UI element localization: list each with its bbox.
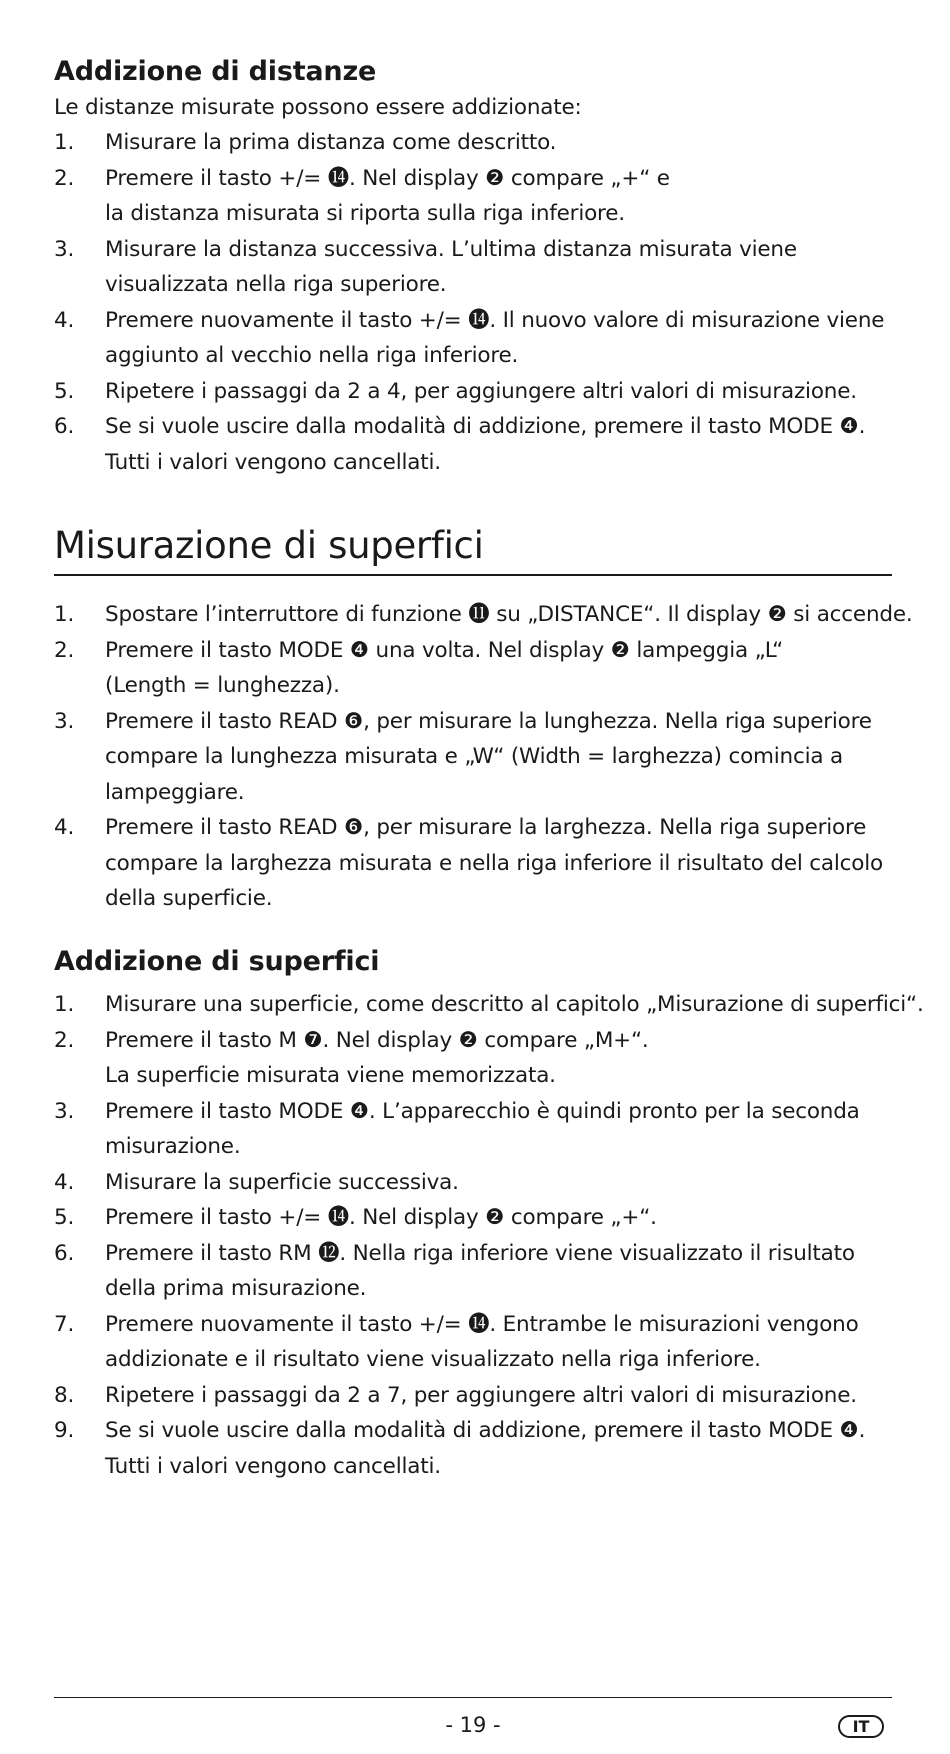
step-text-line: compare la lunghezza misurata e „W“ (Width = larghezza) comincia a xyxy=(105,744,843,769)
section-title-surface-measurement: Misurazione di superfici xyxy=(54,524,484,567)
step-text-line: Premere il tasto MODE ❹ una volta. Nel display ❷ lampeggia „L“ xyxy=(105,637,784,663)
surface-measurement-steps xyxy=(54,597,913,917)
step-text-line: Premere il tasto M ❼. Nel display ❷ compare „M+“. xyxy=(105,1027,649,1053)
step-text-line: Tutti i valori vengono cancellati. xyxy=(105,1453,441,1479)
step-text-line: Se si vuole uscire dalla modalità di addizione, premere il tasto MODE ❹. xyxy=(105,414,866,439)
step-text-line: Misurare una superficie, come descritto al capitolo „Misurazione di superfici“. xyxy=(105,992,924,1017)
step-text-line: Premere il tasto +/= ⓮. Nel display ❷ compare „+“. xyxy=(105,1205,657,1230)
step-text-line: Premere il tasto READ ❻, per misurare la lunghezza. Nella riga superiore xyxy=(105,708,872,734)
step-number: 4. xyxy=(54,307,75,333)
step-number: 1. xyxy=(54,602,75,627)
step-text-line: della superficie. xyxy=(105,886,273,911)
step-text-line: Misurare la superficie successiva. xyxy=(105,1169,459,1195)
section-divider xyxy=(54,574,892,576)
step-text-line: addizionate e il risultato viene visualizzato nella riga inferiore. xyxy=(105,1347,761,1372)
list-item xyxy=(54,1023,892,1094)
language-badge: IT xyxy=(838,1715,884,1738)
step-text-line: Premere nuovamente il tasto +/= ⓮. Entrambe le misurazioni vengono xyxy=(105,1311,859,1337)
section-title-distance-addition: Addizione di distanze xyxy=(54,56,377,87)
list-item xyxy=(54,125,892,161)
step-text-line: della prima misurazione. xyxy=(105,1276,367,1301)
footer-divider xyxy=(54,1697,892,1698)
step-number: 2. xyxy=(54,1027,75,1053)
step-text-line: Se si vuole uscire dalla modalità di addizione, premere il tasto MODE ❹. xyxy=(105,1418,866,1443)
step-number: 3. xyxy=(54,708,75,734)
step-number: 3. xyxy=(54,236,75,262)
step-text-line: Misurare la prima distanza come descritto. xyxy=(105,130,557,155)
step-text-line: Premere il tasto MODE ❹. L’apparecchio è quindi pronto per la seconda xyxy=(105,1098,860,1124)
list-item xyxy=(54,1413,892,1484)
list-item xyxy=(54,303,892,374)
page-number: - 19 - xyxy=(445,1713,501,1737)
step-text-line: Misurare la distanza successiva. L’ultima distanza misurata viene xyxy=(105,236,797,262)
step-number: 5. xyxy=(54,1205,75,1230)
step-text-line: Spostare l’interruttore di funzione ⓫ su „DISTANCE“. Il display ❷ si accende. xyxy=(105,602,913,627)
list-item xyxy=(54,987,924,1023)
list-item xyxy=(54,810,892,917)
step-number: 4. xyxy=(54,1169,75,1195)
step-text-line: Ripetere i passaggi da 2 a 4, per aggiungere altri valori di misurazione. xyxy=(105,378,857,404)
distance-addition-steps xyxy=(54,125,892,480)
step-number: 1. xyxy=(54,130,75,155)
step-text-line: compare la larghezza misurata e nella riga inferiore il risultato del calcolo xyxy=(105,850,883,876)
list-item xyxy=(54,232,892,303)
list-item xyxy=(54,1165,892,1201)
list-item xyxy=(54,1378,892,1414)
step-number: 1. xyxy=(54,992,75,1017)
step-text-line: Tutti i valori vengono cancellati. xyxy=(105,449,441,475)
step-text-line: La superficie misurata viene memorizzata. xyxy=(105,1063,556,1088)
list-item xyxy=(54,374,892,410)
step-text-line: visualizzata nella riga superiore. xyxy=(105,272,447,297)
step-text-line: Premere il tasto +/= ⓮. Nel display ❷ compare „+“ e xyxy=(105,165,670,191)
step-number: 4. xyxy=(54,815,75,840)
section-title-surface-addition: Addizione di superfici xyxy=(54,946,380,977)
step-number: 7. xyxy=(54,1311,75,1337)
step-text-line: (Length = lunghezza). xyxy=(105,673,340,698)
step-text-line: Ripetere i passaggi da 2 a 7, per aggiungere altri valori di misurazione. xyxy=(105,1382,857,1408)
list-item xyxy=(54,704,892,811)
list-item xyxy=(54,1200,892,1236)
list-item xyxy=(54,409,892,480)
step-number: 6. xyxy=(54,1240,75,1266)
list-item xyxy=(54,161,892,232)
section-intro: Le distanze misurate possono essere addizionate: xyxy=(54,95,582,120)
step-text-line: la distanza misurata si riporta sulla riga inferiore. xyxy=(105,201,625,226)
list-item xyxy=(54,1307,892,1378)
step-text-line: aggiunto al vecchio nella riga inferiore. xyxy=(105,343,519,368)
step-number: 6. xyxy=(54,414,75,439)
step-text-line: Premere il tasto READ ❻, per misurare la larghezza. Nella riga superiore xyxy=(105,815,867,840)
step-text-line: lampeggiare. xyxy=(105,779,245,805)
step-text-line: misurazione. xyxy=(105,1134,241,1159)
step-number: 2. xyxy=(54,165,75,191)
step-number: 8. xyxy=(54,1382,75,1408)
step-text-line: Premere il tasto RM ⓬. Nella riga inferiore viene visualizzato il risultato xyxy=(105,1240,855,1266)
list-item xyxy=(54,597,913,633)
step-number: 9. xyxy=(54,1418,75,1443)
list-item xyxy=(54,1236,892,1307)
step-number: 5. xyxy=(54,378,75,404)
list-item xyxy=(54,633,892,704)
surface-addition-steps xyxy=(54,987,924,1484)
list-item xyxy=(54,1094,892,1165)
step-number: 3. xyxy=(54,1098,75,1124)
step-number: 2. xyxy=(54,637,75,663)
step-text-line: Premere nuovamente il tasto +/= ⓮. Il nuovo valore di misurazione viene xyxy=(105,307,885,333)
